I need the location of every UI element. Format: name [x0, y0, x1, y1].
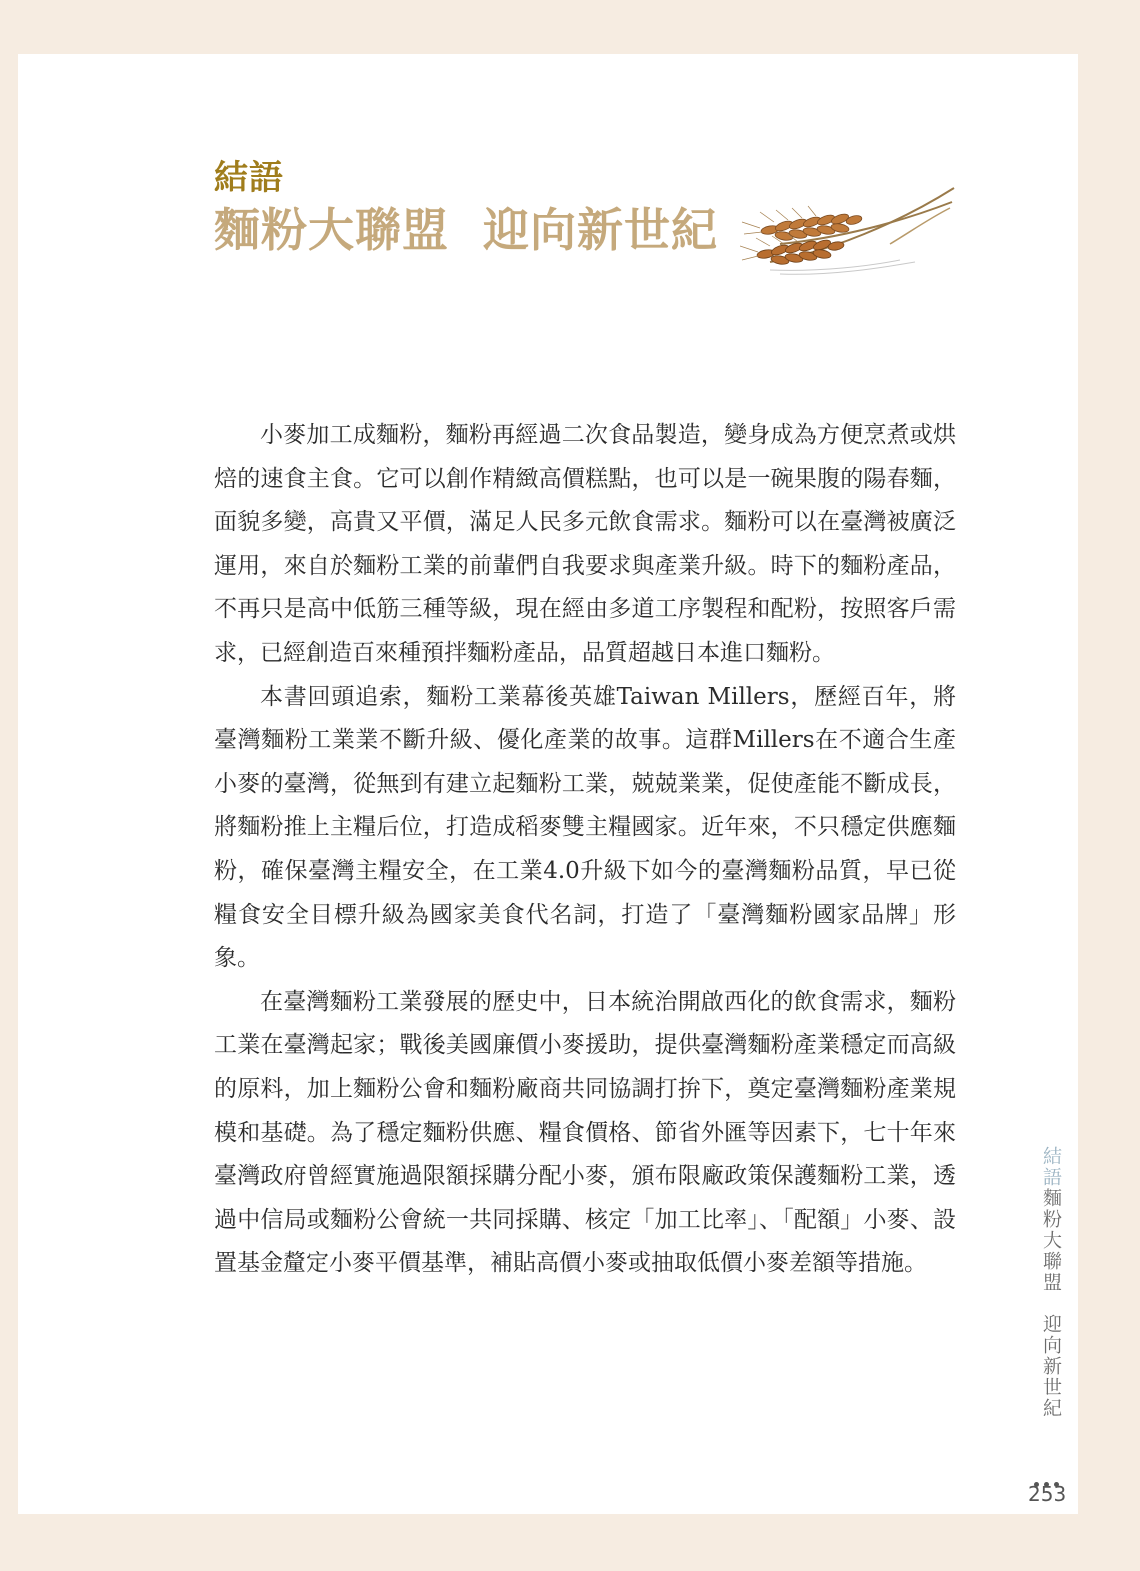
paragraph: 小麥加工成麵粉，麵粉再經過二次食品製造，變身成為方便烹煮或烘焙的速食主食。它可以創作精緻高價糕點，也可以是一碗果腹的陽春麵，面貌多變，高貴又平價，滿足人民多元飲食需求。麵粉可以在臺灣被廣泛運用，來自於麵粉工業的前輩們自我要求與產業升級。時下的麵粉產品，不再只是高中低筋三種等級，現在經由多道工序製程和配粉，按照客戶需求，已經創造百來種預拌麵粉產品，品質超越日本進口麵粉。: [214, 422, 956, 666]
side-chapter-tab: [1036, 1146, 1066, 1419]
page-dots-ornament: [1034, 1472, 1068, 1480]
side-tab-title: 麵粉大聯盟 迎向新世紀: [1040, 1188, 1062, 1419]
wheat-illustration-icon: [740, 182, 960, 278]
chapter-label: 結語: [214, 158, 284, 198]
side-tab-label: 結語: [1040, 1146, 1062, 1188]
chapter-title: 麵粉大聯盟 迎向新世紀: [214, 203, 719, 257]
page-number: 253: [1028, 1482, 1067, 1506]
page: [18, 54, 1078, 1514]
paragraph: 本書回頭追索，麵粉工業幕後英雄Taiwan Millers，歷經百年，將臺灣麵粉工業業不斷升級、優化產業的故事。這群Millers在不適合生產小麥的臺灣，從無到有建立起麵粉工業，兢兢業業，促使產能不斷成長，將麵粉推上主糧后位，打造成稻麥雙主糧國家。近年來，不只穩定供應麵粉，確保臺灣主糧安全，在工業4.0升級下如今的臺灣麵粉品質，早已從糧食安全目標升級為國家美食代名詞，打造了「臺灣麵粉國家品牌」形象。: [214, 683, 956, 972]
paragraph: 在臺灣麵粉工業發展的歷史中，日本統治開啟西化的飲食需求，麵粉工業在臺灣起家；戰後美國廉價小麥援助，提供臺灣麵粉產業穩定而高級的原料，加上麵粉公會和麵粉廠商共同協調打拚下，奠定臺灣麵粉產業規模和基礎。為了穩定麵粉供應、糧食價格、節省外匯等因素下，七十年來臺灣政府曾經實施過限額採購分配小麥，頒布限廠政策保護麵粉工業，透過中信局或麵粉公會統一共同採購、核定「加工比率」、「配額」小麥、設置基金釐定小麥平價基準，補貼高價小麥或抽取低價小麥差額等措施。: [214, 988, 956, 1277]
body-text: [214, 414, 956, 1286]
